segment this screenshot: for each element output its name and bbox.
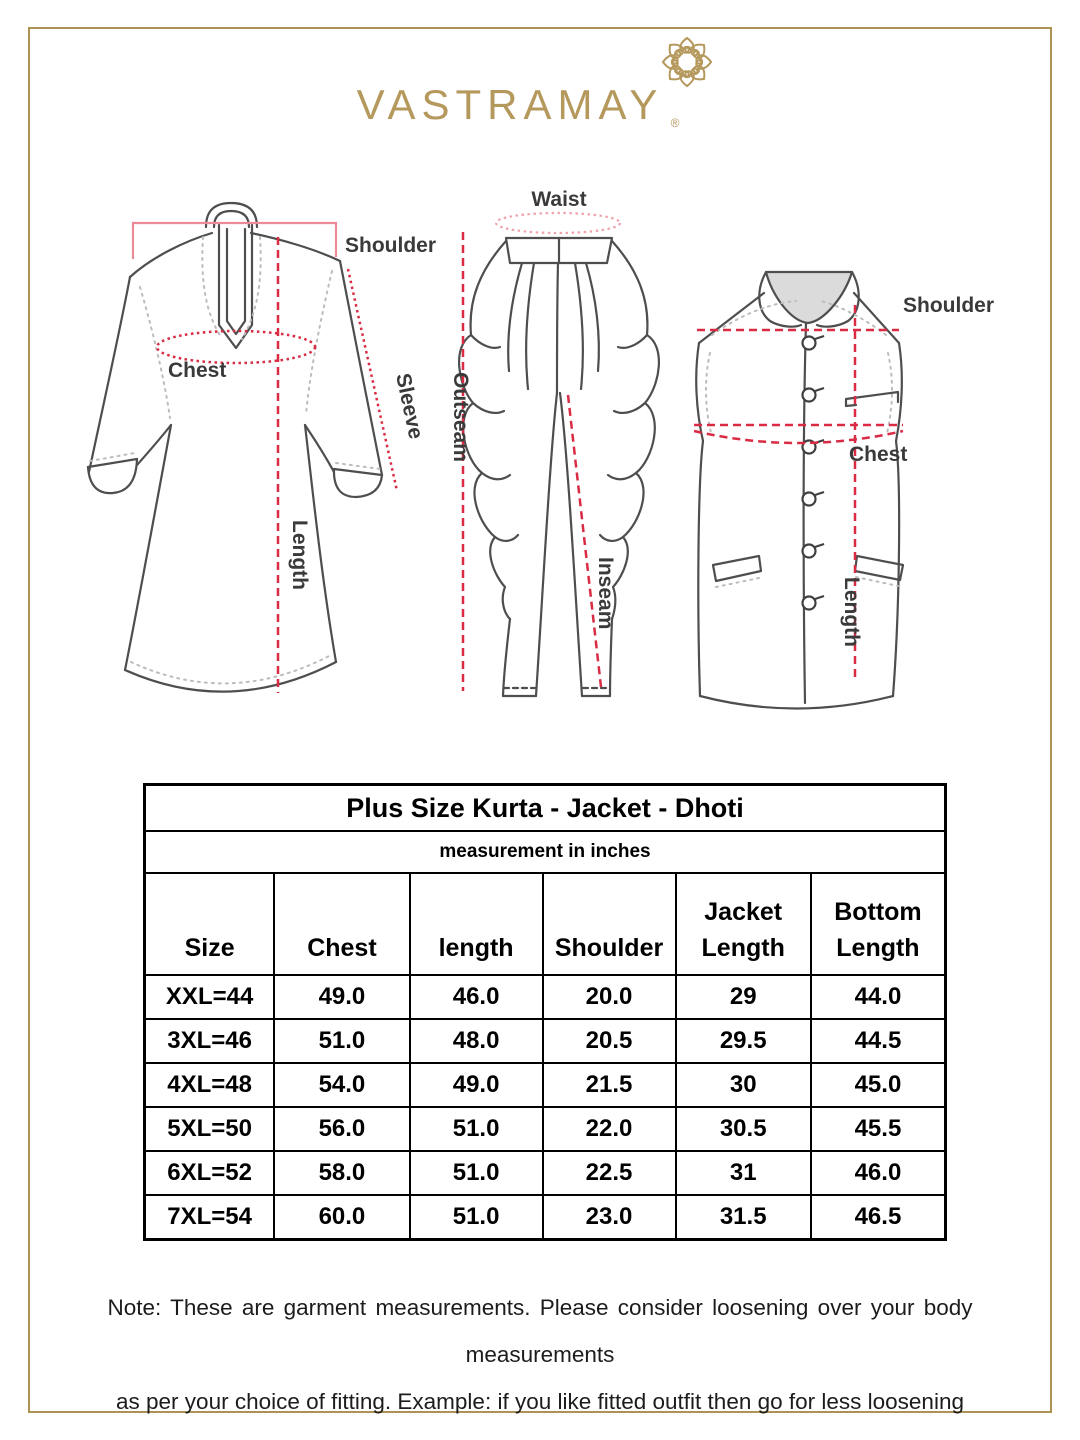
table-row xyxy=(145,1019,946,1063)
table-row xyxy=(145,1151,946,1195)
table-cell: 49.0 xyxy=(410,1063,543,1107)
table-cell: XXL=44 xyxy=(145,975,275,1019)
table-cell: 31.5 xyxy=(676,1195,811,1240)
table-cell: 51.0 xyxy=(410,1107,543,1151)
brand-logo xyxy=(0,81,1080,130)
table-cell: 23.0 xyxy=(543,1195,676,1240)
table-cell: 60.0 xyxy=(274,1195,409,1240)
dhoti-diagram xyxy=(449,188,659,696)
kurta-diagram xyxy=(88,203,436,693)
table-cell: 22.0 xyxy=(543,1107,676,1151)
kurta-sleeve-label: Sleeve xyxy=(391,371,428,442)
table-cell: 46.0 xyxy=(811,1151,946,1195)
measurement-note xyxy=(40,1284,1040,1425)
dhoti-waist-label: Waist xyxy=(531,188,587,211)
table-cell: 46.0 xyxy=(410,975,543,1019)
table-subtitle: measurement in inches xyxy=(145,831,946,873)
table-header-row xyxy=(145,873,946,975)
table-row xyxy=(145,1195,946,1240)
size-chart-section xyxy=(143,783,947,1241)
table-cell: 48.0 xyxy=(410,1019,543,1063)
registered-trademark-symbol: ® xyxy=(670,116,680,130)
table-row xyxy=(145,1107,946,1151)
table-cell: 29.5 xyxy=(676,1019,811,1063)
dhoti-outseam-label: Outseam xyxy=(449,372,472,462)
table-cell: 7XL=54 xyxy=(145,1195,275,1240)
note-line-1: Note: These are garment measurements. Please consider loosening over your body measurements xyxy=(107,1295,973,1367)
column-header-shoulder: Shoulder xyxy=(543,873,676,975)
table-cell: 51.0 xyxy=(274,1019,409,1063)
table-cell: 45.5 xyxy=(811,1107,946,1151)
brand-logo-group xyxy=(356,81,680,130)
table-subtitle-row xyxy=(145,831,946,873)
table-cell: 6XL=52 xyxy=(145,1151,275,1195)
table-cell: 5XL=50 xyxy=(145,1107,275,1151)
table-cell: 46.5 xyxy=(811,1195,946,1240)
table-cell: 22.5 xyxy=(543,1151,676,1195)
column-header-chest: Chest xyxy=(274,873,409,975)
jacket-length-label: Length xyxy=(840,577,863,647)
table-cell: 4XL=48 xyxy=(145,1063,275,1107)
note-line-2: as per your choice of fitting. Example: if you like fitted outfit then go for less loosening xyxy=(116,1389,964,1414)
brand-wordmark: VASTRAMAY xyxy=(356,81,664,128)
table-cell: 29 xyxy=(676,975,811,1019)
table-cell: 49.0 xyxy=(274,975,409,1019)
table-row xyxy=(145,975,946,1019)
column-header-bottom-length: Bottom Length xyxy=(811,873,946,975)
column-header-length: length xyxy=(410,873,543,975)
column-header-jacket-length: Jacket Length xyxy=(676,873,811,975)
jacket-chest-label: Chest xyxy=(849,443,908,466)
table-cell: 30.5 xyxy=(676,1107,811,1151)
table-cell: 44.5 xyxy=(811,1019,946,1063)
floral-swirl-emblem-icon xyxy=(659,34,715,90)
kurta-shoulder-label: Shoulder xyxy=(345,234,437,257)
table-row xyxy=(145,1063,946,1107)
size-chart-table xyxy=(143,783,947,1241)
jacket-shoulder-label: Shoulder xyxy=(903,294,995,317)
table-cell: 58.0 xyxy=(274,1151,409,1195)
table-cell: 30 xyxy=(676,1063,811,1107)
table-cell: 51.0 xyxy=(410,1195,543,1240)
table-cell: 56.0 xyxy=(274,1107,409,1151)
kurta-chest-label: Chest xyxy=(168,359,227,382)
table-cell: 3XL=46 xyxy=(145,1019,275,1063)
garment-measurement-diagrams xyxy=(0,175,1080,735)
table-cell: 31 xyxy=(676,1151,811,1195)
table-cell: 45.0 xyxy=(811,1063,946,1107)
table-cell: 51.0 xyxy=(410,1151,543,1195)
kurta-length-label: Length xyxy=(288,520,311,590)
table-cell: 54.0 xyxy=(274,1063,409,1107)
table-title-row xyxy=(145,785,946,832)
table-cell: 20.5 xyxy=(543,1019,676,1063)
table-cell: 21.5 xyxy=(543,1063,676,1107)
jacket-diagram xyxy=(694,272,994,709)
column-header-size: Size xyxy=(145,873,275,975)
dhoti-inseam-label: Inseam xyxy=(594,557,617,630)
table-cell: 44.0 xyxy=(811,975,946,1019)
table-title: Plus Size Kurta - Jacket - Dhoti xyxy=(145,785,946,832)
table-cell: 20.0 xyxy=(543,975,676,1019)
